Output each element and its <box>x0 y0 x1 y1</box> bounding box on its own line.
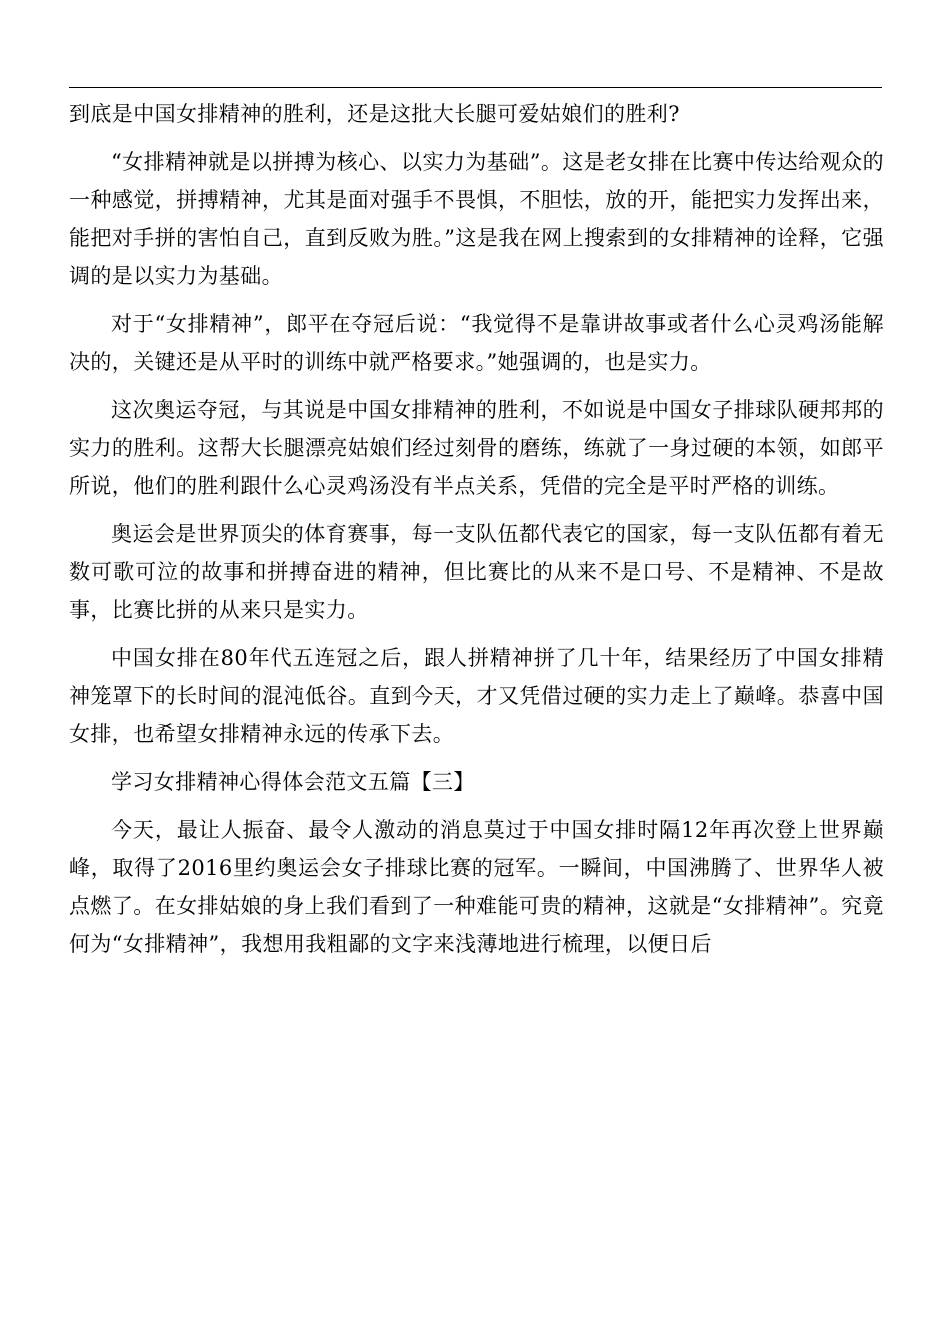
paragraph-2: “女排精神就是以拼搏为核心、以实力为基础”。这是老女排在比赛中传达给观众的一种感觉，拼搏精神，尤其是面对强手不畏惧，不胆怯，放的开，能把实力发挥出来，能把对手拼的害怕自己，直到反败为胜。”这是我在网上搜索到的女排精神的诠释，它强调的是以实力为基础。 <box>69 150 884 288</box>
paragraph-6: 中国女排在80年代五连冠之后，跟人拼精神拼了几十年，结果经历了中国女排精神笼罩下的长时间的混沌低谷。直到今天，才又凭借过硬的实力走上了巅峰。恭喜中国女排，也希望女排精神永远的传承下去。 <box>69 646 884 746</box>
header-rule <box>69 87 882 88</box>
paragraph-5: 奥运会是世界顶尖的体育赛事，每一支队伍都代表它的国家，每一支队伍都有着无数可歌可泣的故事和拼搏奋进的精神，但比赛比的从来不是口号、不是精神、不是故事，比赛比拼的从来只是实力。 <box>69 522 884 622</box>
document-body <box>69 95 884 973</box>
paragraph-3: 对于“女排精神”，郎平在夺冠后说：“我觉得不是靠讲故事或者什么心灵鸡汤能解决的，关键还是从平时的训练中就严格要求。”她强调的，也是实力。 <box>69 312 884 374</box>
section-heading: 学习女排精神心得体会范文五篇【三】 <box>111 770 475 794</box>
paragraph-4: 这次奥运夺冠，与其说是中国女排精神的胜利，不如说是中国女子排球队硬邦邦的实力的胜利。这帮大长腿漂亮姑娘们经过刻骨的磨练，练就了一身过硬的本领，如郎平所说，他们的胜利跟什么心灵鸡汤没有半点关系，凭借的完全是平时严格的训练。 <box>69 398 884 498</box>
paragraph-7: 今天，最让人振奋、最令人激动的消息莫过于中国女排时隔12年再次登上世界巅峰，取得了2016里约奥运会女子排球比赛的冠军。一瞬间，中国沸腾了、世界华人被点燃了。在女排姑娘的身上我们看到了一种难能可贵的精神，这就是“女排精神”。究竟何为“女排精神”，我想用我粗鄙的文字来浅薄地进行梳理，以便日后 <box>69 818 884 956</box>
paragraph-1: 到底是中国女排精神的胜利，还是这批大长腿可爱姑娘们的胜利? <box>69 102 680 126</box>
